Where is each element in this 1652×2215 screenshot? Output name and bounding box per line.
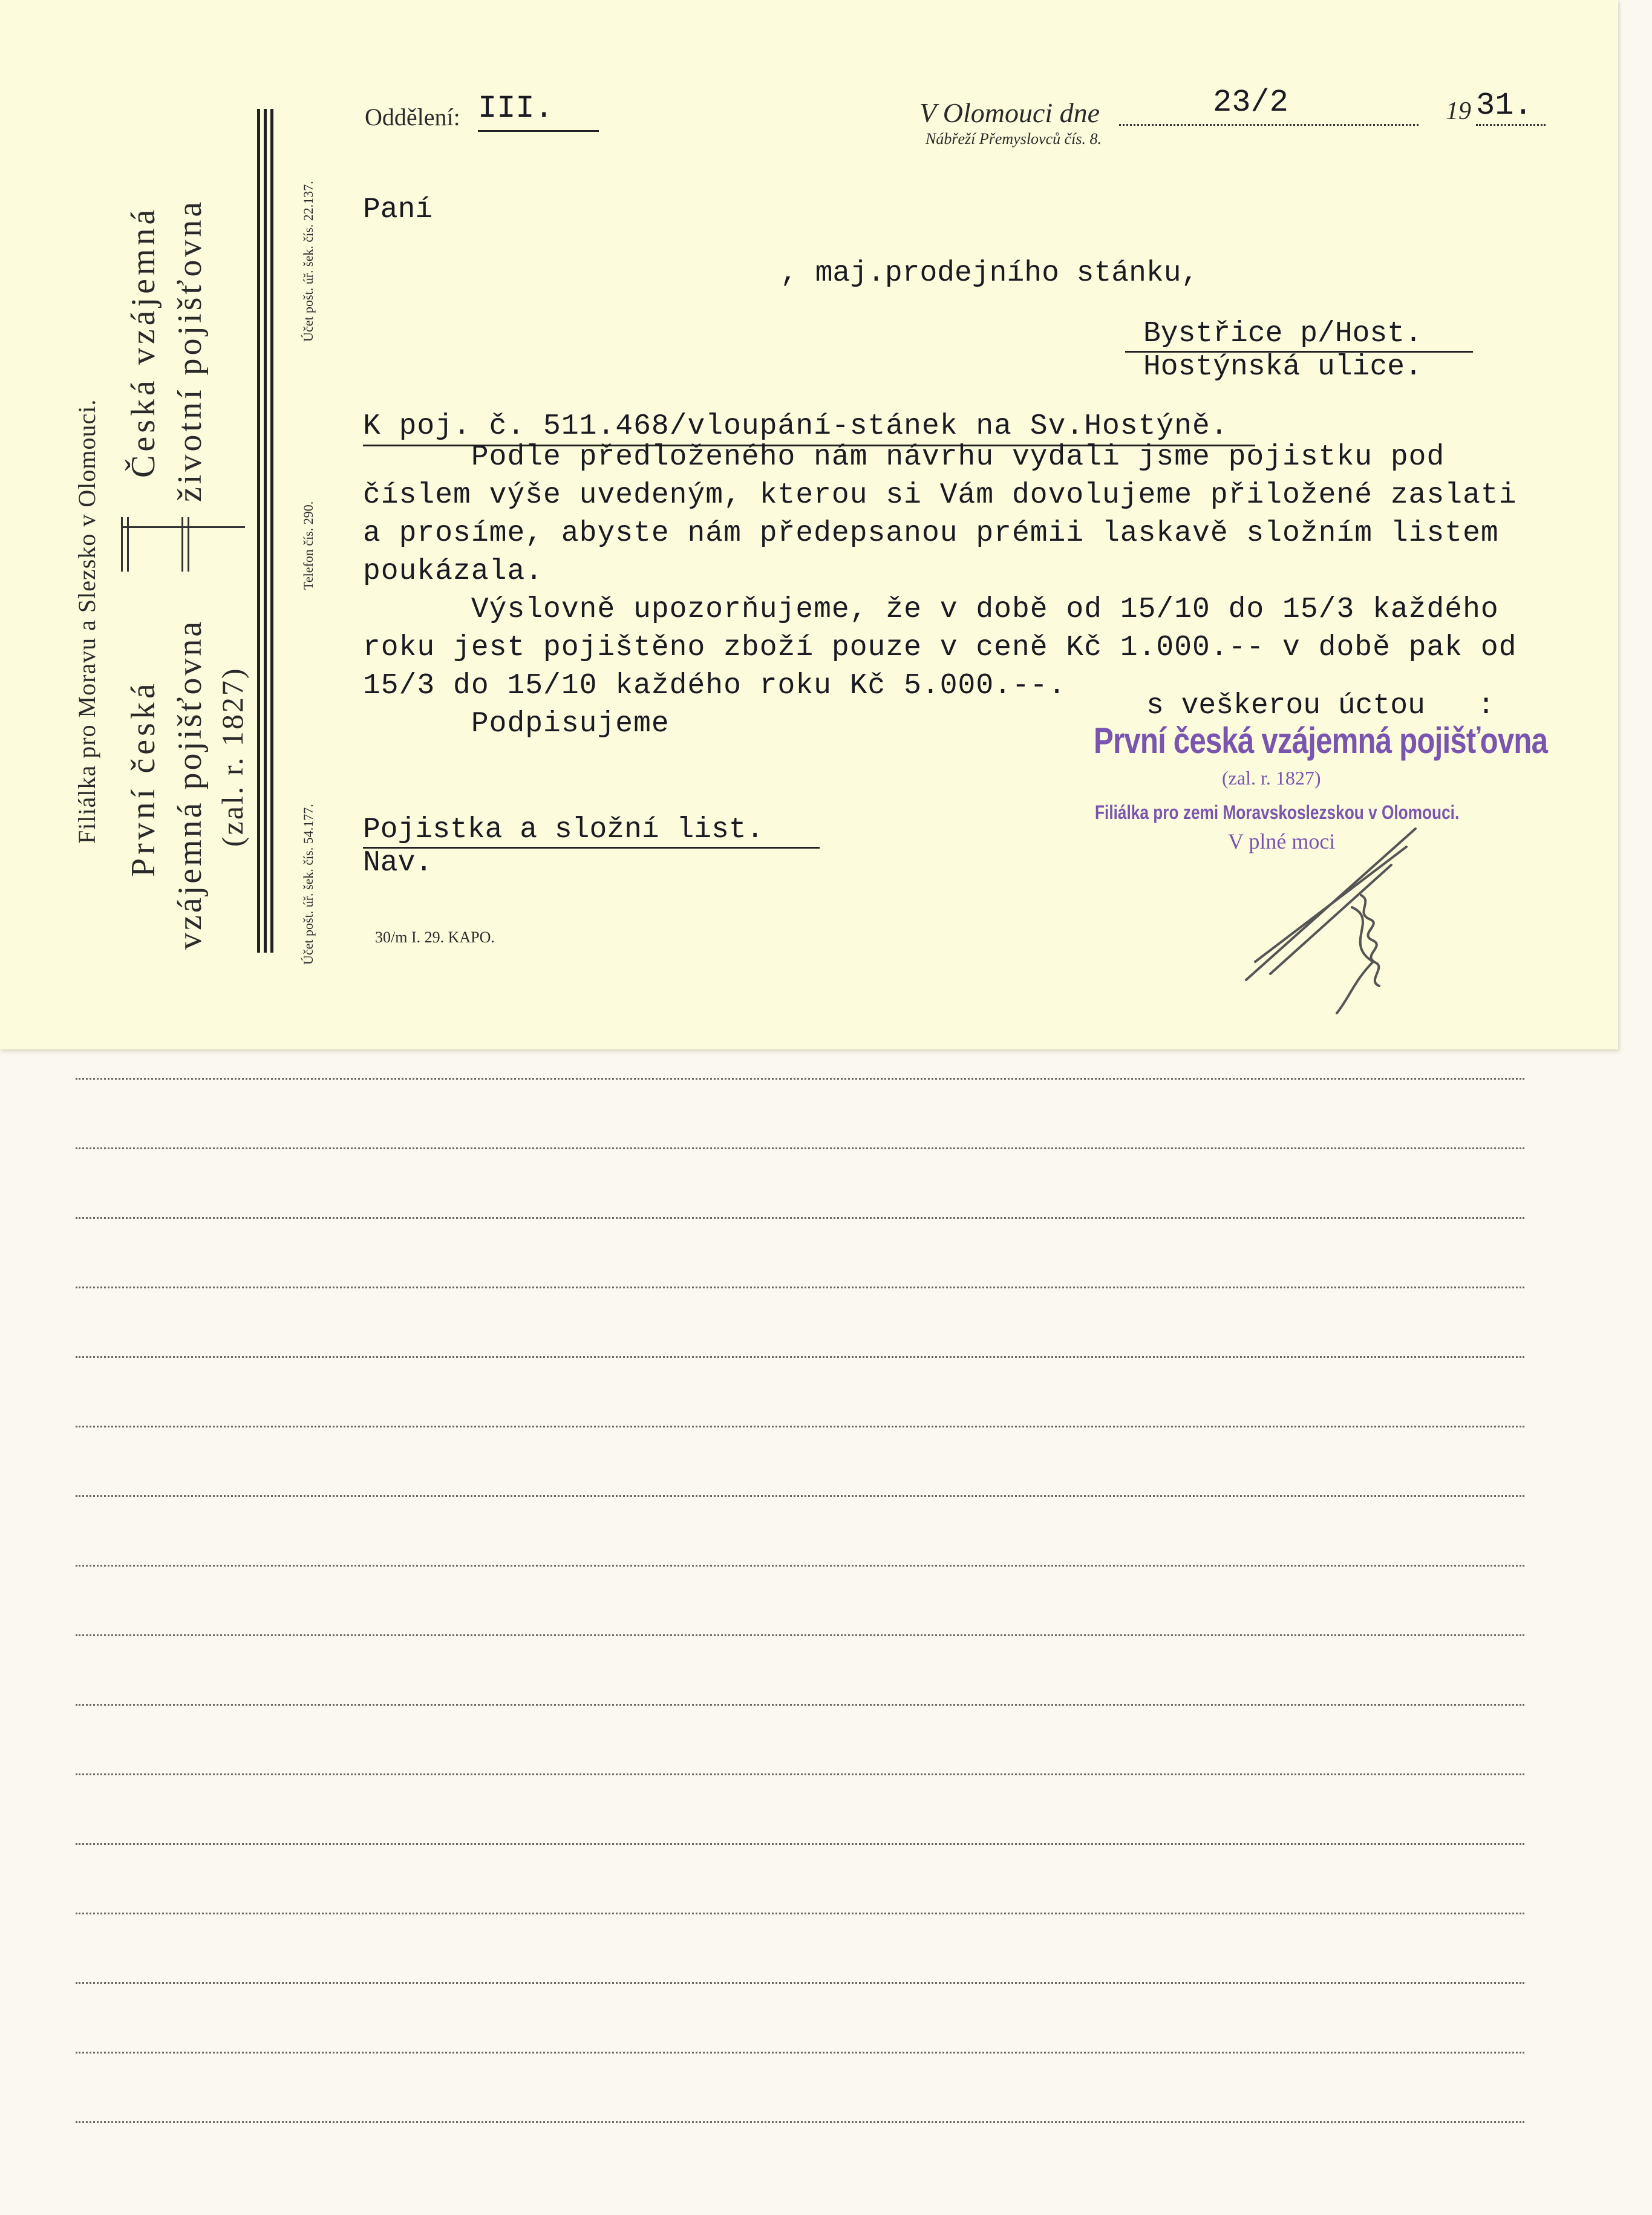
year-prefix: 19 xyxy=(1446,97,1471,125)
salutation: Paní xyxy=(363,194,433,226)
ruled-line xyxy=(76,1704,1524,1706)
date-value: 23/2 xyxy=(1213,85,1288,120)
company-left-line2: vzájemná pojišťovna xyxy=(171,619,209,950)
ruled-line xyxy=(76,1843,1524,1845)
branch-line: Filiálka pro Moravu a Slezsko v Olomouci. xyxy=(73,399,100,844)
body-line: číslem výše uvedeným, kterou si Vám dovolujeme přiložené zaslati xyxy=(363,479,1517,512)
ruled-line xyxy=(76,1078,1524,1080)
body-line: 15/3 do 15/10 každého roku Kč 5.000.--. xyxy=(363,670,1066,702)
ruled-line xyxy=(76,1565,1524,1567)
letterhead-rule-2 xyxy=(264,109,267,953)
ruled-line xyxy=(76,1217,1524,1219)
stamp-power: V plné moci xyxy=(1228,829,1336,853)
body-line: a prosíme, abyste nám předepsanou prémii laskavě složním listem xyxy=(363,517,1499,550)
print-mark: 30/m I. 29. KAPO. xyxy=(375,928,495,946)
account-number-top: Účet pošt. úř. šek. čís. 22.137. xyxy=(301,181,316,342)
account-number-bottom: Účet pošt. úř. šek. čís. 54.177. xyxy=(301,804,316,965)
stamp-branch: Filiálka pro zemi Moravskoslezskou v Olomouci. xyxy=(1095,801,1460,823)
letterhead-rule-1 xyxy=(257,109,260,953)
ruled-line xyxy=(76,2052,1524,2054)
recipient-city: Bystřice p/Host. xyxy=(1143,318,1422,350)
ruled-line xyxy=(76,1982,1524,1984)
letterhead-rule-3 xyxy=(270,109,273,953)
department-label: Oddělení: xyxy=(365,103,460,131)
ruled-line xyxy=(76,1356,1524,1358)
body-line: poukázala. xyxy=(363,555,544,588)
company-right-line1: Česká vzájemná xyxy=(125,206,162,478)
company-left-line1: První česká xyxy=(125,680,162,877)
recipient-street: Hostýnská ulice. xyxy=(1143,351,1422,383)
signature xyxy=(1234,823,1434,1016)
department-underline xyxy=(478,130,599,132)
stamp-founded: (zal. r. 1827) xyxy=(1222,767,1321,789)
ruled-line xyxy=(76,1147,1524,1149)
letter-sheet xyxy=(0,0,1618,1049)
enclosures: Pojistka a složní list. xyxy=(363,814,764,846)
ruled-line xyxy=(76,1634,1524,1636)
body-line: Výslovně upozorňujeme, že v době od 15/10 do 15/3 každého xyxy=(363,593,1499,626)
ruled-line xyxy=(76,1913,1524,1914)
stamp-company-name: První česká vzájemná pojišťovna xyxy=(1094,720,1548,761)
ruled-line xyxy=(76,1773,1524,1775)
department-value: III. xyxy=(478,91,553,126)
ruled-line xyxy=(76,2121,1524,2123)
office-address: Nábřeží Přemyslovců čís. 8. xyxy=(926,130,1102,148)
body-line: Podpisujeme xyxy=(363,708,670,740)
company-right-line2: životní pojišťovna xyxy=(171,198,209,502)
letter-subject: K poj. č. 511.468/vloupání-stánek na Sv.Hostýně. xyxy=(363,410,1229,443)
ruled-line xyxy=(76,1426,1524,1427)
enclosures-initials: Nav. xyxy=(363,847,433,879)
closing: s veškerou úctou : xyxy=(1146,690,1495,722)
body-line: roku jest pojištěno zboží pouze v ceně Kč 1.000.-- v době pak od xyxy=(363,631,1517,664)
place-label: V Olomouci dne xyxy=(919,97,1100,128)
date-dotted-line xyxy=(1119,124,1419,126)
ruled-line xyxy=(76,1495,1524,1497)
year-dotted-line xyxy=(1476,124,1546,126)
ruled-line xyxy=(76,1287,1524,1288)
recipient-line: , maj.prodejního stánku, xyxy=(780,257,1199,290)
year-suffix: 31. xyxy=(1476,88,1533,123)
company-left-line3: (zal. r. 1827) xyxy=(215,667,249,847)
telefon-number: Telefon čís. 290. xyxy=(301,501,316,590)
body-line: Podle předloženého nám návrhu vydali jsme pojistku pod xyxy=(363,441,1445,474)
